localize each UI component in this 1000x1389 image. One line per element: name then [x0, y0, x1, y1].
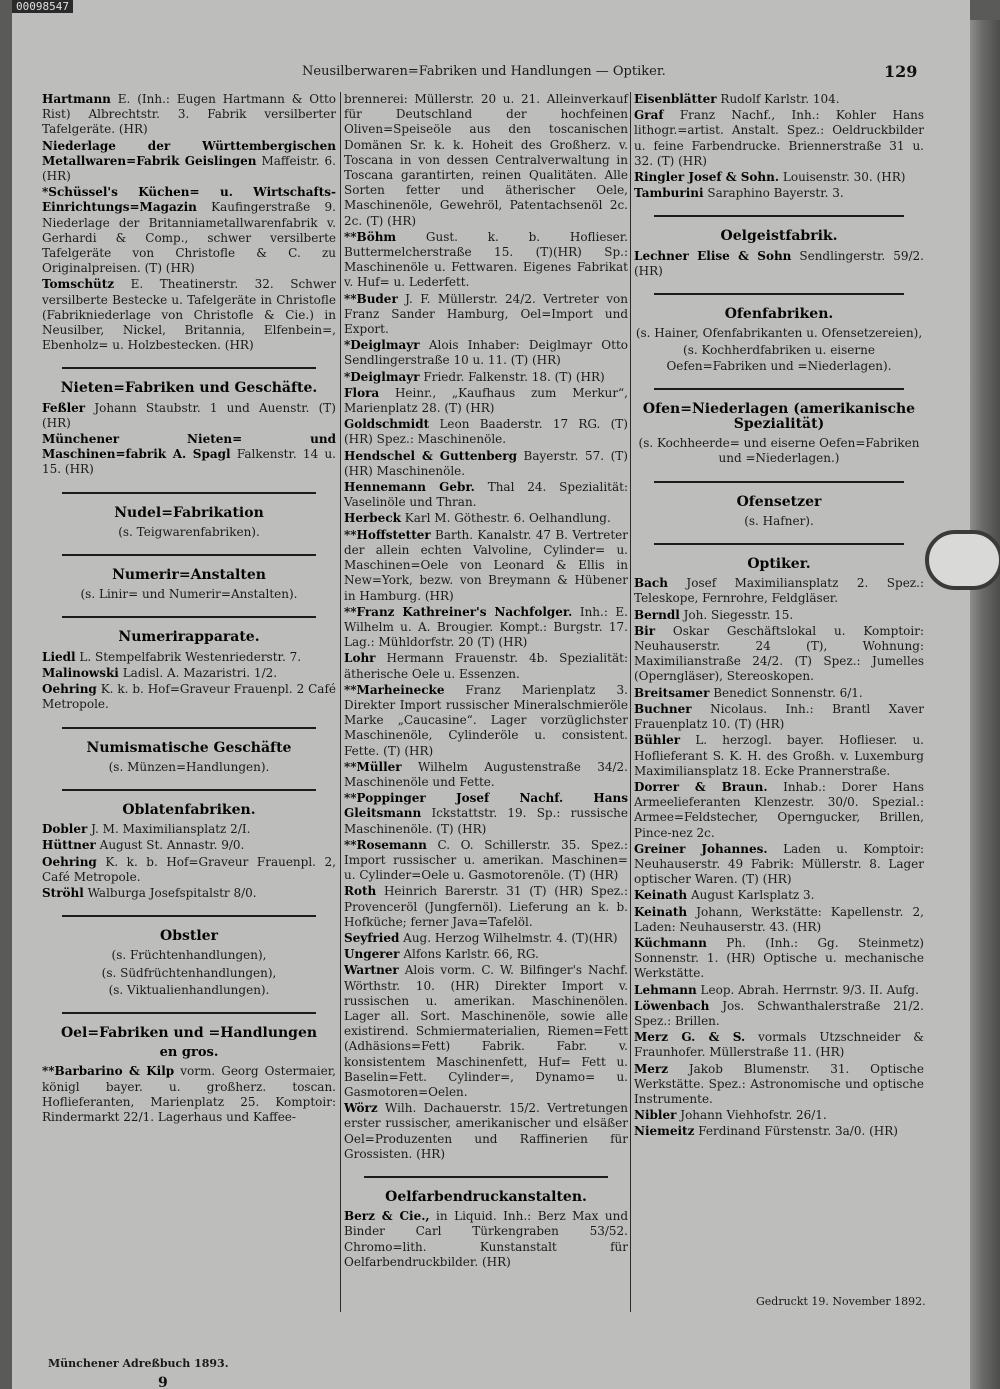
entry-text: vorm. Georg Ostermaier, königl bayer. u. großherz. toscan. Hoflieferanten, Marienplatz 25. Komptoir: Rindermarkt 22/1. Lagerhaus und Kaffee-: [42, 1064, 336, 1124]
cross-reference: (s. Südfrüchtenhandlungen),: [101, 965, 277, 980]
entry-text: Ickstattstr. 19. Sp.: russische Maschinenöle. (T) (HR): [344, 806, 628, 836]
entry-name: Hartmann: [42, 92, 111, 106]
cross-reference: (s. Münzen=Handlungen).: [108, 759, 270, 774]
entry-name: Berz & Cie.,: [344, 1209, 430, 1224]
cross-reference: (s. Viktualienhandlungen).: [108, 982, 270, 997]
entry-text: vormals Utzschneider & Fraunhofer. Müllerstraße 11. (HR): [634, 1030, 924, 1060]
entry-text: August Karlsplatz 3.: [687, 888, 815, 903]
entry-text: Johann Staubstr. 1 und Auenstr. (T) (HR): [42, 400, 336, 430]
entry-name: **Barbarino & Kilp: [42, 1064, 175, 1079]
entry-name: Nibler: [634, 1108, 677, 1123]
entry-text: Oskar Geschäftslokal u. Komptoir: Neuhauserstr. 24 (T), Wohnung: Maximilianstraße 24/2. (T) Spez.: Jumelles (Operngläser), Stereoskopen.: [634, 623, 924, 684]
entry-name: Buchner: [634, 701, 692, 716]
entry-name: Ringler Josef & Sohn.: [634, 170, 780, 185]
entry-name: Keinath: [634, 904, 688, 919]
directory-entry: [344, 963, 628, 1100]
section-rule: [62, 1012, 316, 1014]
directory-entry: [634, 780, 924, 841]
entry-text: L. Stempelfabrik Westenriederstr. 7.: [75, 649, 302, 664]
section-rule: [62, 789, 316, 791]
cross-reference-list: [42, 948, 336, 998]
entry-text: Joh. Siegesstr. 15.: [679, 607, 794, 622]
directory-entry: [634, 92, 924, 107]
entry-name: Dobler: [42, 822, 88, 837]
directory-entry: [42, 92, 336, 138]
entry-name: Tomschütz: [42, 277, 115, 292]
directory-entry: [42, 139, 336, 185]
entry-name: Bir: [634, 623, 656, 638]
entry-list: [344, 92, 628, 1162]
section-rule: [364, 1176, 608, 1178]
entry-text: K. k. b. Hof=Graveur Frauenpl. 2, Café Metropole.: [42, 854, 336, 884]
directory-entry: [42, 277, 336, 353]
directory-entry: [344, 370, 628, 385]
entry-name: Goldschmidt: [344, 417, 430, 432]
entry-text: Heinrich Barerstr. 31 (T) (HR) Spez.: Provenceröl (Jungfernöl). Lieferung an k. b. Hofküche; ferner Java=Tafelöl.: [344, 884, 628, 929]
section-heading: Numerir=Anstalten: [112, 567, 266, 584]
section-rule: [62, 492, 316, 494]
entry-text: August St. Annastr. 9/0.: [95, 838, 245, 853]
directory-entry: [344, 651, 628, 681]
section-subheading: en gros.: [159, 1045, 219, 1061]
directory-entry: [634, 686, 924, 701]
entry-name: Hüttner: [42, 838, 96, 853]
section-heading: Oel=Fabriken und =Handlungen: [60, 1024, 318, 1041]
directory-entry: [634, 702, 924, 732]
entry-text: Inh.: E. Wilhelm u. A. Brougier. Kompt.: Burgstr. 17. Lag.: Mühldorfstr. 20 (T) (HR): [344, 604, 628, 650]
entry-name: Herbeck: [344, 511, 401, 526]
entry-text: Aug. Herzog Wilhelmstr. 4. (T)(HR): [399, 930, 618, 945]
directory-entry: [42, 682, 336, 712]
section-rule: [654, 543, 904, 545]
directory-entry: [42, 666, 336, 681]
entry-list: [344, 1209, 628, 1270]
directory-entry: [42, 886, 336, 901]
section-rule: [654, 481, 904, 483]
cross-reference-list: [634, 326, 924, 374]
entry-name: Küchmann: [634, 935, 707, 950]
cross-reference: (s. Hainer, Ofenfabrikanten u. Ofensetzereien),: [635, 326, 923, 341]
section-rule: [654, 388, 904, 390]
directory-entry: [344, 528, 628, 604]
directory-entry: [344, 417, 628, 447]
section-heading: Optiker.: [747, 556, 811, 573]
column-2: [344, 92, 628, 1271]
entry-text: Leop. Abrah. Herrnstr. 9/3. II. Aufg.: [696, 982, 919, 997]
section-rule: [654, 215, 904, 217]
directory-entry: [344, 931, 628, 946]
entry-name: **Hoffstetter: [344, 527, 431, 542]
entry-name: *Deiglmayr: [344, 369, 420, 384]
entry-text: Walburga Josefspitalstr 8/0.: [83, 885, 257, 900]
entry-text: Sendlingerstr. 59/2. (HR): [634, 248, 924, 278]
entry-text: Louisenstr. 30. (HR): [779, 170, 906, 185]
entry-text: Nicolaus. Inh.: Brantl Xaver Frauenplatz 10. (T) (HR): [634, 701, 924, 732]
entry-name: **Böhm: [344, 229, 397, 244]
entry-name: Breitsamer: [634, 685, 710, 700]
entry-list: [42, 1064, 336, 1125]
section-heading: Numismatische Geschäfte: [86, 739, 292, 756]
entry-text: Franz Marienplatz 3. Direkter Import russischer Mineralschmieröle Marke „Caucasine“. Lager vorzüglichster Maschinenöle, Cylinderöle u. consistent. Fette. (T) (HR): [344, 682, 628, 758]
directory-entry: [344, 386, 628, 416]
entry-text: Inhab.: Dorer Hans Armeelieferanten Klenzestr. 30/0. Spezial.: Armee=Feldstecher, Operngucker, Brillen, Pince-nez 2c.: [634, 779, 924, 840]
entry-text: Wilhelm Augustenstraße 34/2. Maschinenöle und Fette.: [344, 759, 628, 789]
directory-entry: [344, 230, 628, 291]
entry-name: **Müller: [344, 759, 402, 774]
entry-text: Saraphino Bayerstr. 3.: [703, 186, 844, 201]
entry-name: **Marheinecke: [344, 682, 445, 697]
entry-name: Greiner Johannes.: [634, 841, 768, 856]
entry-list: [42, 92, 336, 353]
scan-id: 00098547: [12, 0, 73, 13]
entry-name: Oehring: [42, 854, 97, 869]
directory-entry: [344, 1209, 628, 1270]
directory-entry: [42, 185, 336, 276]
directory-entry: [634, 888, 924, 903]
entry-name: Dorrer & Braun.: [634, 779, 768, 794]
directory-entry: [634, 249, 924, 279]
entry-text: Thal 24. Spezialität: Vaselinöle und Thran.: [344, 480, 629, 510]
entry-name: Malinowski: [42, 665, 119, 680]
directory-entry: [634, 936, 924, 982]
directory-entry: [634, 1124, 924, 1139]
directory-entry: [42, 432, 336, 478]
entry-text: Alois vorm. C. W. Bilfinger's Nachf. Wörthstr. 10. (HR) Direkter Import v. russischen u. amerikan. Maschinenölen. Lager all. Sort. Maschinenöle, sowie alle existirend. Schmiermaterialien, Riemen=Fett (Adhäsions=Fett) Fabrik. Fabr. v. konsistentem Maschinenfett, Huf= Fett u. Baselin=Fett. Cylinder=, Dynamo= u. Gasmotoren=Oelen.: [344, 963, 628, 1099]
entry-name: Löwenbach: [634, 998, 710, 1013]
cross-reference: (s. Hafner).: [744, 513, 814, 528]
directory-entry: [344, 92, 628, 229]
directory-entry: [344, 338, 628, 368]
entry-name: Flora: [344, 385, 380, 400]
entry-text: Karl M. Göthestr. 6. Oelhandlung.: [400, 511, 611, 526]
section-rule: [62, 727, 316, 729]
entry-name: Eisenblätter: [634, 92, 717, 106]
entry-list: [42, 401, 336, 478]
entry-name: Lehmann: [634, 982, 697, 997]
entry-name: Ströhl: [42, 885, 84, 900]
directory-entry: [344, 605, 628, 651]
entry-name: Lohr: [344, 651, 376, 666]
entry-list: [634, 576, 924, 1139]
cross-reference: (s. Kochheerde= und eiserne Oefen=Fabriken und =Niederlagen.): [638, 436, 920, 466]
directory-entry: [344, 480, 628, 510]
column-3: [634, 92, 924, 1141]
entry-name: **Franz Kathreiner's Nachfolger.: [344, 604, 573, 619]
section-heading: Ofensetzer: [736, 493, 822, 510]
entry-text: Falkenstr. 14 u. 15. (HR): [42, 447, 336, 477]
entry-text: Laden u. Komptoir: Neuhauserstr. 49 Fabrik: Müllerstr. 8. Lager optischer Waren. (T) (HR): [634, 841, 924, 887]
entry-name: Wartner: [344, 963, 399, 978]
entry-text: Alois Inhaber: Deiglmayr Otto Sendlingerstraße 10 u. 11. (T) (HR): [344, 338, 628, 368]
cross-reference: (s. Kochherdfabriken u. eiserne Oefen=Fabriken und =Niederlagen).: [666, 343, 892, 373]
entry-text: Barth. Kanalstr. 47 B. Vertreter der allein echten Valvoline, Cylinder= u. Maschinen=Oele von Leonard & Ellis in New=York, bezw. von Breymann & Hübener in Hamburg. (HR): [344, 527, 628, 603]
entry-text: L. herzogl. bayer. Hoflieser. u. Hoflieferant S. K. H. des Großh. v. Luxemburg Maximiliansplatz 18. Ecke Prannerstraße.: [634, 733, 924, 778]
section-heading: Numerirapparate.: [118, 629, 260, 646]
section-heading: Ofen=Niederlagen (amerikanische Spezialität): [642, 400, 916, 433]
section-rule: [62, 616, 316, 618]
entry-name: Hendschel & Guttenberg: [344, 448, 517, 463]
directory-entry: [42, 855, 336, 885]
entry-text: E. Theatinerstr. 32. Schwer versilberte Bestecke u. Tafelgeräte in Christofle (Fabrikniederlage von Christofle & Cie.) in Neusilber, Nickel, Britannia, Elfenbein=, Ebenholz= u. Holzbestecken. (HR): [42, 277, 336, 353]
directory-entry: [42, 1064, 336, 1125]
entry-name: Roth: [344, 884, 377, 899]
section-rule: [62, 554, 316, 556]
entry-text: Benedict Sonnenstr. 6/1.: [709, 685, 863, 700]
footer-imprint: Münchener Adreßbuch 1893.: [48, 1357, 229, 1370]
directory-entry: [344, 838, 628, 884]
entry-name: Münchener Nieten= und Maschinen=fabrik A. Spagl: [42, 432, 336, 462]
entry-list: [634, 249, 924, 279]
directory-entry: [344, 947, 628, 962]
directory-entry: [634, 1062, 924, 1108]
page-edge: [970, 20, 1000, 1389]
directory-entry: [42, 822, 336, 837]
entry-text: Johann Viehhofstr. 26/1.: [676, 1108, 827, 1123]
entry-name: Berndl: [634, 607, 680, 622]
entry-name: Hennemann Gebr.: [344, 480, 475, 495]
entry-text: Leon Baaderstr. 17 RG. (T) (HR) Spez.: Maschinenöle.: [344, 417, 628, 447]
entry-name: Ungerer: [344, 947, 400, 962]
entry-name: **Buder: [344, 291, 398, 306]
directory-entry: [634, 186, 924, 201]
column-rule: [630, 92, 631, 1312]
signature-mark: 9: [158, 1375, 168, 1389]
entry-name: **Rosemann: [344, 837, 427, 852]
entry-text: Josef Maximiliansplatz 2. Spez.: Teleskope, Fernrohre, Feldgläser.: [634, 576, 924, 606]
directory-entry: [634, 1108, 924, 1123]
directory-entry: [42, 838, 336, 853]
page-number: 129: [884, 62, 918, 81]
directory-entry: [344, 1101, 628, 1162]
directory-entry: [634, 576, 924, 606]
directory-entry: [634, 842, 924, 888]
directory-entry: [344, 884, 628, 930]
entry-name: Wörz: [344, 1101, 378, 1116]
directory-entry: [344, 791, 628, 837]
directory-entry: [42, 650, 336, 665]
entry-text: Heinr., „Kaufhaus zum Merkur“, Marienplatz 28. (T) (HR): [344, 385, 628, 416]
section-heading: Oelgeistfabrik.: [720, 228, 838, 245]
entry-name: Bach: [634, 576, 668, 591]
entry-name: Graf: [634, 108, 664, 123]
entry-name: Lechner Elise & Sohn: [634, 248, 792, 263]
directory-entry: [634, 905, 924, 935]
section-heading: Nieten=Fabriken und Geschäfte.: [60, 380, 318, 397]
column-1: [42, 92, 336, 1126]
entry-text: Bayerstr. 57. (T) (HR) Maschinenöle.: [344, 448, 628, 478]
cross-reference-list: [634, 514, 924, 529]
entry-name: Niederlage der Württembergischen Metallwaren=Fabrik Geislingen: [42, 138, 336, 168]
entry-name: *Schüssel's Küchen= u. Wirtschafts-Einrichtungs=Magazin: [42, 185, 336, 215]
entry-name: **Poppinger Josef Nachf. Hans Gleitsmann: [344, 791, 628, 821]
directory-entry: [634, 608, 924, 623]
entry-name: Merz G. & S.: [634, 1030, 746, 1045]
book-page: [12, 0, 970, 1389]
cross-reference-list: [634, 436, 924, 466]
entry-text: brennerei: Müllerstr. 20 u. 21. Alleinverkauf für Deutschland der hochfeinen Oliven=Speiseöle aus den toscanischen Domänen Sr. k. k. Hoheit des Großherz. v. Toscana in von dessen Centralverwaltung in Toscana garantirten, reinen Qualitäten. Alle Sorten fetter und ätherischer Oele, Maschinenöle, Gewehröl, Patentachsenöl 2c. 2c. (T) (HR): [344, 92, 628, 228]
entry-name: Keinath: [634, 888, 688, 903]
entry-text: Wilh. Dachauerstr. 15/2. Vertretungen erster russischer, amerikanischer und elsäßer Oel=Produzenten und Raffinerien für Grossisten. (HR): [344, 1101, 628, 1161]
directory-entry: [634, 108, 924, 169]
directory-entry: [634, 1030, 924, 1060]
print-date: Gedruckt 19. November 1892.: [756, 1295, 926, 1308]
paper-clip: [925, 530, 1000, 590]
entry-text: Jos. Schwanthalerstraße 21/2. Spez.: Brillen.: [634, 998, 924, 1028]
entry-text: Rudolf Karlstr. 104.: [716, 92, 840, 106]
directory-entry: [344, 683, 628, 759]
entry-text: C. O. Schillerstr. 35. Spez.: Import russischer u. amerikan. Maschinen= u. Cylinder=Oele u. Gasmotorenöle. (T) (HR): [344, 837, 628, 883]
entry-text: E. (Inh.: Eugen Hartmann & Otto Rist) Albrechtstr. 3. Fabrik versilberter Tafelgeräte. (HR): [42, 92, 336, 137]
entry-text: K. k. b. Hof=Graveur Frauenpl. 2 Café Metropole.: [42, 682, 336, 712]
directory-entry: [344, 449, 628, 479]
entry-text: Franz Nachf., Inh.: Kohler Hans lithogr.=artist. Anstalt. Spez.: Oeldruckbilder u. feine Farbendrucke. Briennerstraße 31 u. 32. (T) (HR): [634, 108, 924, 168]
entry-text: J. M. Maximiliansplatz 2/I.: [87, 822, 251, 837]
entry-text: Ph. (Inh.: Gg. Steinmetz) Sonnenstr. 1. (HR) Optische u. mechanische Werkstätte.: [634, 935, 924, 981]
section-heading: Ofenfabriken.: [724, 306, 834, 323]
section-heading: Oelfarbendruckanstalten.: [385, 1189, 587, 1206]
directory-entry: [634, 999, 924, 1029]
entry-name: Tamburini: [634, 186, 704, 201]
entry-text: Jakob Blumenstr. 31. Optische Werkstätte. Spez.: Astronomische und optische Instrumente.: [634, 1061, 924, 1106]
entry-list: [42, 650, 336, 713]
directory-entry: [42, 401, 336, 431]
entry-text: Maffeistr. 6. (HR): [42, 153, 336, 184]
entry-name: *Deiglmayr: [344, 338, 420, 353]
entry-text: Alfons Karlstr. 66, RG.: [399, 947, 539, 962]
entry-text: Ladisl. A. Mazaristri. 1/2.: [118, 665, 278, 680]
entry-list: [42, 822, 336, 901]
entry-text: in Liquid. Inh.: Berz Max und Binder Carl Türkengraben 53/52. Chromo=lith. Kunstanstalt für Oelfarbendruckbilder. (HR): [344, 1209, 629, 1269]
section-heading: Nudel=Fabrikation: [114, 504, 264, 521]
section-rule: [654, 293, 904, 295]
directory-entry: [344, 292, 628, 338]
entry-text: J. F. Müllerstr. 24/2. Vertreter von Franz Sander Hamburg, Oel=Import und Export.: [344, 291, 628, 337]
entry-name: Oehring: [42, 682, 97, 697]
entry-name: Bühler: [634, 733, 681, 748]
section-rule: [62, 367, 316, 369]
entry-text: Gust. k. b. Hoflieser. Buttermelcherstraße 15. (T)(HR) Sp.: Maschinenöle u. Fettwaren. Eigenes Fabrikat v. Huf= u. Lederfett.: [344, 229, 628, 290]
directory-entry: [634, 624, 924, 685]
running-head: Neusilberwaren=Fabriken und Handlungen — Optiker.: [302, 64, 666, 79]
entry-name: Merz: [634, 1061, 669, 1076]
entry-text: Friedr. Falkenstr. 18. (T) (HR): [419, 369, 605, 384]
section-heading: Oblatenfabriken.: [122, 801, 256, 818]
cross-reference: (s. Linir= und Numerir=Anstalten).: [80, 587, 298, 602]
section-rule: [62, 915, 316, 917]
directory-entry: [344, 511, 628, 526]
entry-name: Feßler: [42, 400, 86, 415]
directory-entry: [634, 170, 924, 185]
cross-reference: (s. Teigwarenfabriken).: [118, 524, 260, 539]
entry-text: Kaufingerstraße 9. Niederlage der Britanniametallwarenfabrik v. Gerhardi & Comp., schwer versilberte Tafelgeräte von Christofle & C. zu Originalpreisen. (T) (HR): [42, 200, 336, 276]
entry-name: Seyfried: [344, 930, 400, 945]
directory-entry: [344, 760, 628, 790]
entry-text: Johann, Werkstätte: Kapellenstr. 2, Laden: Neuhauserstr. 43. (HR): [634, 904, 924, 934]
directory-entry: [634, 983, 924, 998]
directory-entry: [634, 733, 924, 779]
entry-name: Liedl: [42, 649, 76, 664]
section-heading: Obstler: [160, 928, 218, 945]
cross-reference: (s. Früchtenhandlungen),: [111, 948, 267, 963]
entry-list: [634, 92, 924, 201]
entry-name: Niemeitz: [634, 1124, 695, 1139]
entry-text: Ferdinand Fürstenstr. 3a/0. (HR): [694, 1124, 898, 1139]
column-rule: [340, 92, 341, 1312]
entry-text: Hermann Frauenstr. 4b. Spezialität: ätherische Oele u. Essenzen.: [344, 651, 628, 681]
